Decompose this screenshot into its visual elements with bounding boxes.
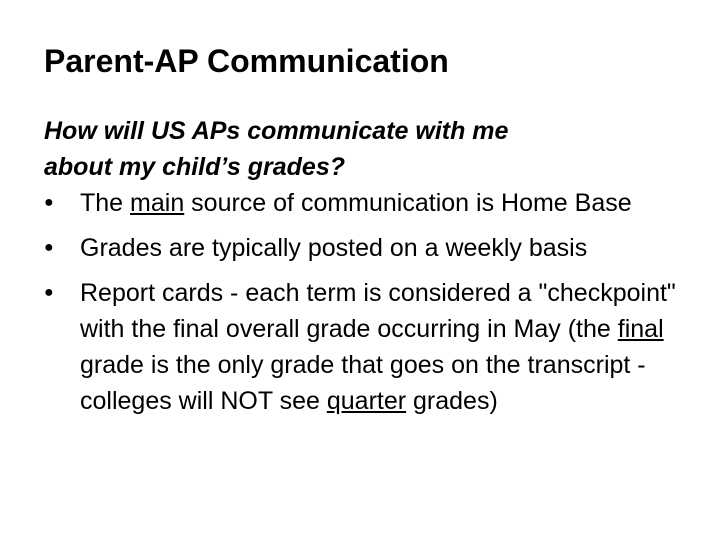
bullet-dot-icon: ●: [44, 284, 54, 301]
bullet-text-suffix: source of communication is Home Base: [184, 189, 632, 217]
bullet-text: Grades are typically posted on a weekly basis: [80, 234, 588, 262]
bullet-text-part-3: grades): [406, 387, 498, 415]
slide-title: Parent-AP Communication: [44, 43, 449, 79]
bullet-text-part-1: Report cards - each term is considered a "checkpoint" with the final overall grade occurring in May (the: [80, 279, 676, 343]
question-text: [44, 113, 684, 185]
question-line-1: How will US APs communicate with me: [44, 117, 509, 145]
bullet-item-home-base: [44, 185, 684, 221]
underlined-word-final: final: [617, 315, 664, 343]
bullet-text-prefix: The: [80, 189, 131, 217]
bullet-item-report-cards: [44, 275, 684, 419]
bullet-item-weekly-grades: [44, 230, 684, 266]
underlined-word-quarter: quarter: [326, 387, 407, 415]
bullet-dot-icon: ●: [44, 194, 54, 211]
slide-body: [44, 113, 684, 419]
bullet-list: [44, 185, 684, 419]
bullet-text-part-2: grade is the only grade that goes on the transcript - colleges will NOT see: [80, 351, 646, 415]
underlined-word-main: main: [130, 189, 185, 217]
question-line-2: about my child’s grades?: [44, 153, 346, 181]
bullet-dot-icon: ●: [44, 239, 54, 256]
